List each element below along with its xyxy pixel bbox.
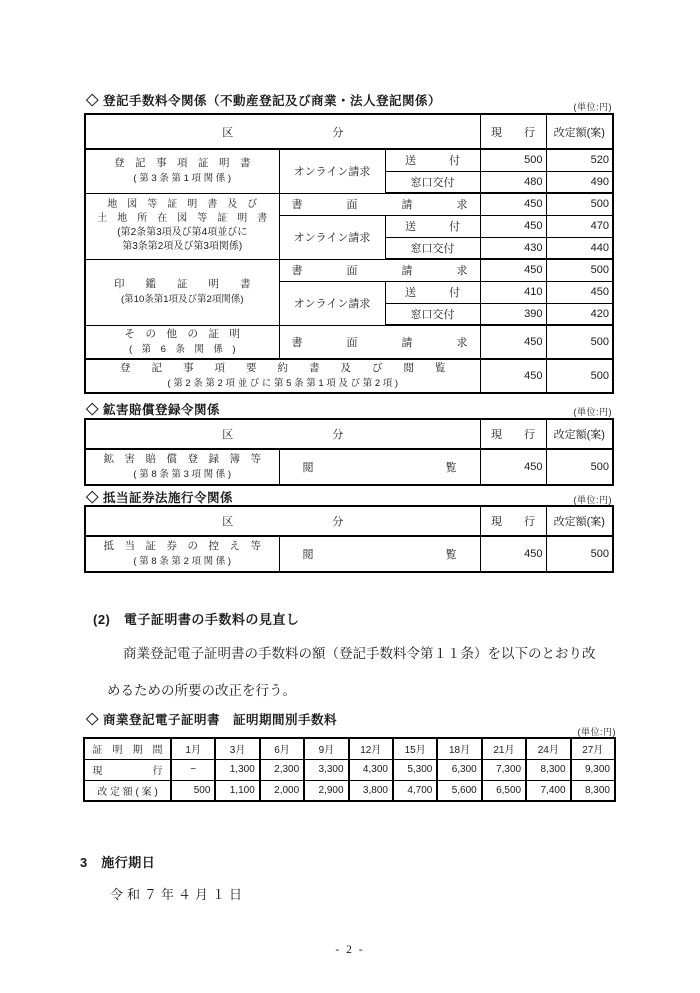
method-paper-cell: 書 面 請 求 <box>279 259 480 281</box>
effective-date: 令和７年４月１日 <box>110 887 247 902</box>
item-mortgage-cell <box>85 536 279 572</box>
item-clause: ( 第 3 条 第 1 項 関 係 ) <box>133 173 232 185</box>
month-header-cell: 6月 <box>260 738 304 759</box>
item-clause: 第3条第2項及び第3項関係) <box>122 241 243 252</box>
revised-fee-cell: 1,100 <box>215 780 259 801</box>
current-fee-row <box>84 759 615 780</box>
revised-fee-cell: 6,500 <box>482 780 526 801</box>
header-kubun-cell: 区 分 <box>85 114 480 149</box>
month-header-cell: 24月 <box>526 738 570 759</box>
delivery-mail-cell: 送 付 <box>385 281 480 303</box>
table-header-row <box>85 114 613 149</box>
table-row <box>85 449 613 485</box>
month-header-cell: 15月 <box>393 738 437 759</box>
item-clause: ( 第 6 条 関 係 ) <box>128 343 236 355</box>
revised-fee-cell: 3,800 <box>349 780 393 801</box>
item-map-cell <box>85 193 279 259</box>
section-period-fee-heading: ◇ 商業登記電子証明書 証明期間別手数料 <box>86 713 337 727</box>
section-mining-heading: ◇ 鉱害賠償登録令関係 <box>86 403 220 417</box>
revised-fee-cell: 520 <box>546 149 613 171</box>
mining-fee-table <box>84 418 614 486</box>
revised-fee-cell: 470 <box>546 215 613 237</box>
section-registration-heading: ◇ 登記手数料令関係（不動産登記及び商業・法人登記関係） <box>86 94 441 108</box>
month-header-cell: 21月 <box>482 738 526 759</box>
method-online-cell: オンライン請求 <box>279 149 385 193</box>
table-row <box>85 259 613 281</box>
current-fee-cell: 480 <box>480 171 546 193</box>
table-header-row <box>85 419 613 449</box>
paragraph-line: めるための所要の改正を行う。 <box>107 683 296 698</box>
period-fee-table <box>83 737 616 802</box>
current-fee-cell: 450 <box>480 325 546 359</box>
current-fee-cell: 8,300 <box>526 759 570 780</box>
item-label: そ の 他 の 証 明 <box>124 327 240 340</box>
header-current-cell: 現 行 <box>480 419 546 449</box>
header-kubun-cell: 区 分 <box>85 419 480 449</box>
revised-fee-cell: 500 <box>546 193 613 215</box>
revised-fee-cell: 450 <box>546 281 613 303</box>
header-kubun-cell: 区 分 <box>85 506 480 536</box>
section-digital-heading: (2) 電子証明書の手数料の見直し <box>93 612 300 627</box>
header-period-cell: 証 明 期 間 <box>84 738 171 759</box>
revised-fee-cell: 5,600 <box>437 780 481 801</box>
revised-fee-cell: 500 <box>546 259 613 281</box>
month-header-cell: 18月 <box>437 738 481 759</box>
revised-fee-cell: 500 <box>171 780 215 801</box>
table-row <box>85 536 613 572</box>
category-inspection-cell: 閲 覧 <box>279 536 480 572</box>
row-label-cell: 改 定 額 ( 案 ) <box>84 780 171 801</box>
current-fee-cell: 430 <box>480 237 546 259</box>
current-fee-cell: 450 <box>480 215 546 237</box>
item-label: 鉱 害 賠 償 登 録 簿 等 <box>103 453 261 465</box>
revised-fee-cell: 500 <box>546 359 613 393</box>
revised-fee-cell: 4,700 <box>393 780 437 801</box>
revised-fee-cell: 2,000 <box>260 780 304 801</box>
item-label: 抵 当 証 券 の 控 え 等 <box>103 540 261 552</box>
page-number: - 2 - <box>335 944 365 956</box>
current-fee-cell: 3,300 <box>304 759 348 780</box>
month-header-cell: 12月 <box>349 738 393 759</box>
current-fee-cell: 7,300 <box>482 759 526 780</box>
mortgage-fee-table <box>84 505 614 573</box>
current-fee-cell: 5,300 <box>393 759 437 780</box>
item-label: 登 記 事 項 証 明 書 <box>114 157 251 170</box>
table-row <box>85 359 613 393</box>
item-summary-cell <box>85 359 480 393</box>
item-other-cell <box>85 325 279 359</box>
category-inspection-cell: 閲 覧 <box>279 449 480 485</box>
delivery-mail-cell: 送 付 <box>385 215 480 237</box>
current-fee-cell: − <box>171 759 215 780</box>
item-seal-cell <box>85 259 279 325</box>
delivery-counter-cell: 窓口交付 <box>385 237 480 259</box>
table-header-row <box>84 738 615 759</box>
current-fee-cell: 450 <box>480 359 546 393</box>
item-clause: (第2条第3項及び第4項並びに <box>117 227 248 238</box>
month-header-cell: 27月 <box>571 738 615 759</box>
table-row <box>85 193 613 215</box>
method-online-cell: オンライン請求 <box>279 215 385 259</box>
method-paper-cell: 書 面 請 求 <box>279 193 480 215</box>
current-fee-cell: 450 <box>480 449 546 485</box>
item-label: 地 図 等 証 明 書 及 び <box>107 199 258 210</box>
unit-label: (単位:円) <box>573 102 612 112</box>
unit-label: (単位:円) <box>573 407 612 417</box>
current-fee-cell: 450 <box>480 259 546 281</box>
current-fee-cell: 9,300 <box>571 759 615 780</box>
current-fee-cell: 410 <box>480 281 546 303</box>
table-row <box>85 325 613 359</box>
current-fee-cell: 390 <box>480 303 546 325</box>
item-label: 土 地 所 在 図 等 証 明 書 <box>97 213 268 224</box>
revised-fee-cell: 500 <box>546 325 613 359</box>
header-revised-cell: 改定額(案) <box>546 114 613 149</box>
section-mortgage-heading: ◇ 抵当証券法施行令関係 <box>86 491 233 505</box>
delivery-counter-cell: 窓口交付 <box>385 171 480 193</box>
revised-fee-cell: 500 <box>546 536 613 572</box>
month-header-cell: 3月 <box>215 738 259 759</box>
unit-label: (単位:円) <box>573 495 612 505</box>
revised-fee-row <box>84 780 615 801</box>
header-current-cell: 現 行 <box>480 506 546 536</box>
item-clause: ( 第 2 条 第 2 項 並 び に 第 5 条 第 1 項 及 び 第 2 項 ) <box>167 377 399 389</box>
item-certificate-cell <box>85 149 279 193</box>
header-revised-cell: 改定額(案) <box>546 506 613 536</box>
current-fee-cell: 450 <box>480 536 546 572</box>
table-header-row <box>85 506 613 536</box>
item-clause: ( 第 8 条 第 3 項 関 係 ) <box>133 469 232 480</box>
current-fee-cell: 1,300 <box>215 759 259 780</box>
item-clause: (第10条第1項及び第2項関係) <box>121 294 244 305</box>
current-fee-cell: 450 <box>480 193 546 215</box>
method-paper-cell: 書 面 請 求 <box>279 325 480 359</box>
month-header-cell: 9月 <box>304 738 348 759</box>
current-fee-cell: 6,300 <box>437 759 481 780</box>
table-row <box>85 149 613 171</box>
current-fee-cell: 4,300 <box>349 759 393 780</box>
method-online-cell: オンライン請求 <box>279 281 385 325</box>
paragraph-line: 商業登記電子証明書の手数料の額（登記手数料令第１１条）を以下のとおり改 <box>123 646 596 661</box>
registration-fee-table <box>84 113 614 394</box>
section-effective-heading: 3 施行期日 <box>80 855 156 870</box>
revised-fee-cell: 500 <box>546 449 613 485</box>
revised-fee-cell: 440 <box>546 237 613 259</box>
delivery-mail-cell: 送 付 <box>385 149 480 171</box>
row-label-cell: 現 行 <box>84 759 171 780</box>
unit-label: (単位:円) <box>577 727 616 737</box>
item-label: 印 鑑 証 明 書 <box>114 278 251 290</box>
current-fee-cell: 500 <box>480 149 546 171</box>
header-current-cell: 現 行 <box>480 114 546 149</box>
revised-fee-cell: 8,300 <box>571 780 615 801</box>
revised-fee-cell: 2,900 <box>304 780 348 801</box>
header-revised-cell: 改定額(案) <box>546 419 613 449</box>
item-clause: ( 第 8 条 第 2 項 関 係 ) <box>133 556 232 567</box>
revised-fee-cell: 490 <box>546 171 613 193</box>
revised-fee-cell: 7,400 <box>526 780 570 801</box>
revised-fee-cell: 420 <box>546 303 613 325</box>
month-header-cell: 1月 <box>171 738 215 759</box>
delivery-counter-cell: 窓口交付 <box>385 303 480 325</box>
item-mining-cell <box>85 449 279 485</box>
item-label: 登 記 事 項 要 約 書 及 び 閲 覧 <box>120 361 446 374</box>
current-fee-cell: 2,300 <box>260 759 304 780</box>
